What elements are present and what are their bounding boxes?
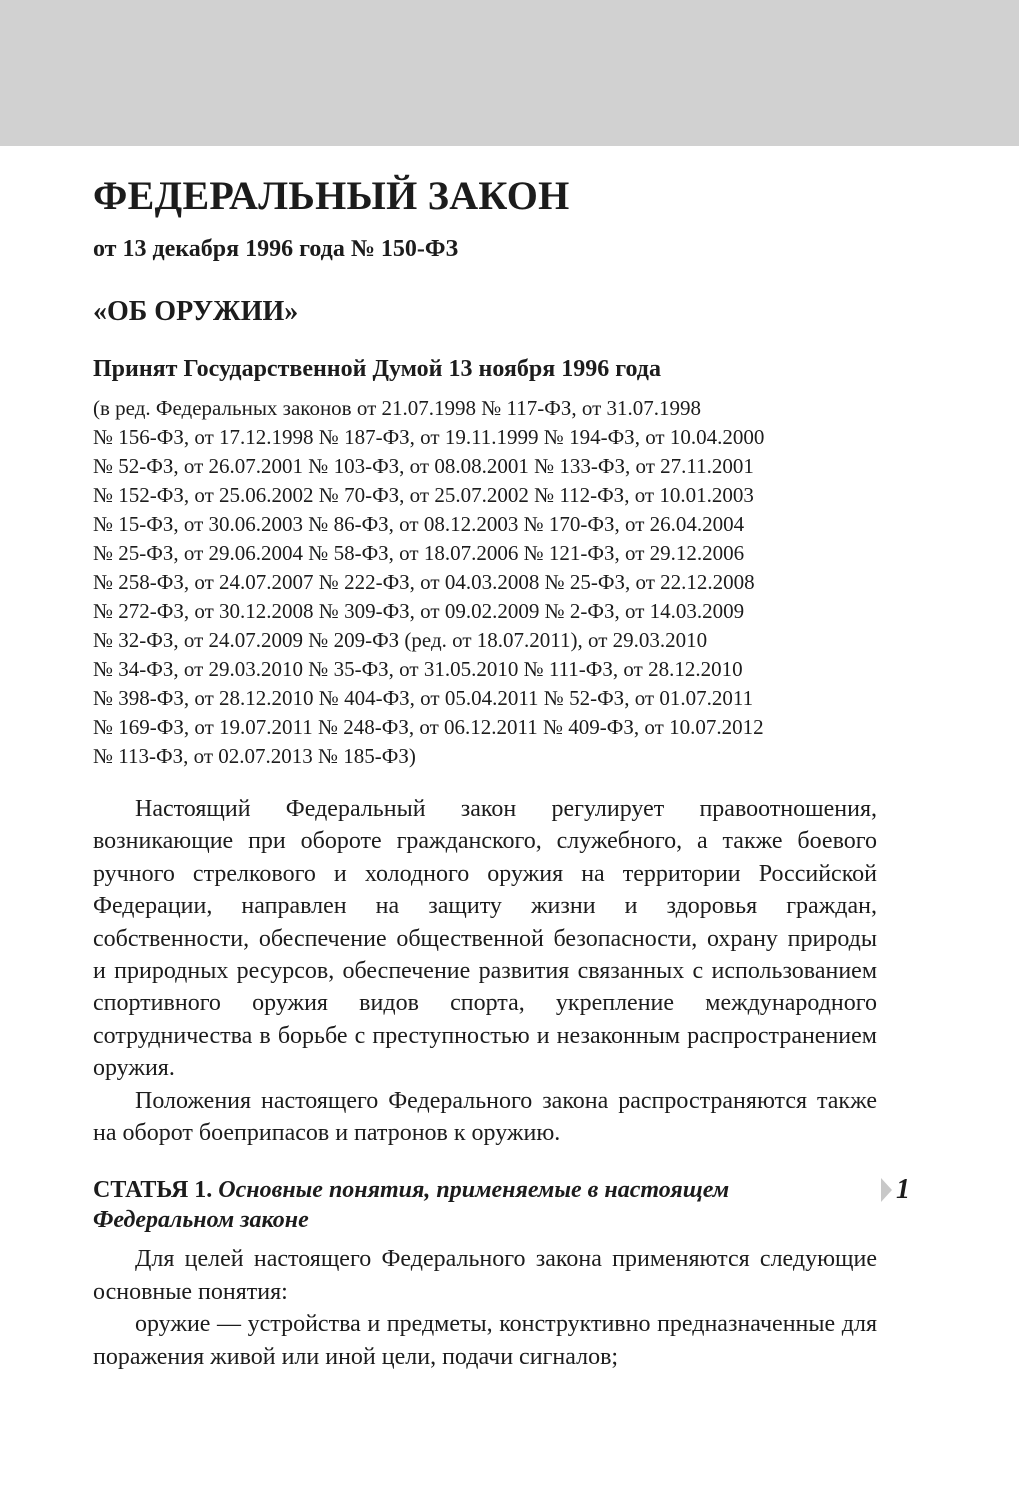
document-title: «ОБ ОРУЖИИ» — [93, 296, 299, 327]
triangle-marker-icon — [881, 1178, 892, 1202]
amendment-line: (в ред. Федеральных законов от 21.07.1998 № 117-ФЗ, от 31.07.1998 — [93, 396, 702, 420]
adoption-line: Принят Государственной Думой 13 ноября 1996 года — [93, 356, 661, 382]
amendment-line: № 169-ФЗ, от 19.07.2011 № 248-ФЗ, от 06.12.2011 № 409-ФЗ, от 10.07.2012 — [93, 715, 764, 739]
article-paragraph: оружие — устройства и предметы, конструктивно предназначенные для поражения живой или иной цели, подачи сигналов; — [93, 1311, 877, 1370]
amendment-line: № 113-ФЗ, от 02.07.2013 № 185-ФЗ) — [93, 744, 416, 768]
amendment-line: № 398-ФЗ, от 28.12.2010 № 404-ФЗ, от 05.04.2011 № 52-ФЗ, от 01.07.2011 — [93, 686, 754, 710]
document-type: ФЕДЕРАЛЬНЫЙ ЗАКОН — [93, 173, 570, 218]
amendment-line: № 34-ФЗ, от 29.03.2010 № 35-ФЗ, от 31.05.2010 № 111-ФЗ, от 28.12.2010 — [93, 657, 743, 681]
article-label: СТАТЬЯ 1. — [93, 1177, 213, 1204]
document-date-line: от 13 декабря 1996 года № 150-ФЗ — [93, 236, 459, 262]
page-content — [93, 168, 910, 1373]
amendment-line: № 52-ФЗ, от 26.07.2001 № 103-ФЗ, от 08.08.2001 № 133-ФЗ, от 27.11.2001 — [93, 454, 754, 478]
preamble-paragraph: Настоящий Федеральный закон регулирует правоотношения, возникающие при обороте гражданского, служебного, а также боевого ручного стрелкового и холодного оружия на территории Российской Федерации, направлен на защиту жизни и здоровья граждан, собственности, обеспечение общественной безопасности, охрану природы и природных ресурсов, обеспечение развития связанных с использованием спортивного оружия видов спорта, укрепление международного сотрудничества в борьбе с преступностью и незаконным распространением оружия. — [93, 796, 877, 1082]
amendment-line: № 32-ФЗ, от 24.07.2009 № 209-ФЗ (ред. от 18.07.2011), от 29.03.2010 — [93, 628, 708, 652]
amendment-line: № 15-ФЗ, от 30.06.2003 № 86-ФЗ, от 08.12.2003 № 170-ФЗ, от 26.04.2004 — [93, 512, 745, 536]
article-heading — [93, 1174, 910, 1235]
preamble-paragraph: Положения настоящего Федерального закона распространяются также на оборот боеприпасов и патронов к оружию. — [93, 1087, 877, 1147]
article-paragraph: Для целей настоящего Федерального закона применяются следующие основные понятия: — [93, 1246, 877, 1305]
amendment-line: № 152-ФЗ, от 25.06.2002 № 70-ФЗ, от 25.07.2002 № 112-ФЗ, от 10.01.2003 — [93, 483, 754, 507]
amendment-line: № 258-ФЗ, от 24.07.2007 № 222-ФЗ, от 04.03.2008 № 25-ФЗ, от 22.12.2008 — [93, 570, 755, 594]
amendment-line: № 25-ФЗ, от 29.06.2004 № 58-ФЗ, от 18.07.2006 № 121-ФЗ, от 29.12.2006 — [93, 541, 745, 565]
page-header-band — [0, 0, 1019, 146]
amendments-list — [93, 394, 877, 771]
section-marker — [881, 1175, 910, 1205]
amendment-line: № 156-ФЗ, от 17.12.1998 № 187-ФЗ, от 19.11.1999 № 194-ФЗ, от 10.04.2000 — [93, 425, 765, 449]
section-marker-number: 1 — [896, 1174, 910, 1206]
article-name: Основные понятия, применяемые в настоящем Федеральном законе — [93, 1177, 730, 1234]
amendment-line: № 272-ФЗ, от 30.12.2008 № 309-ФЗ, от 09.02.2009 № 2-ФЗ, от 14.03.2009 — [93, 599, 745, 623]
